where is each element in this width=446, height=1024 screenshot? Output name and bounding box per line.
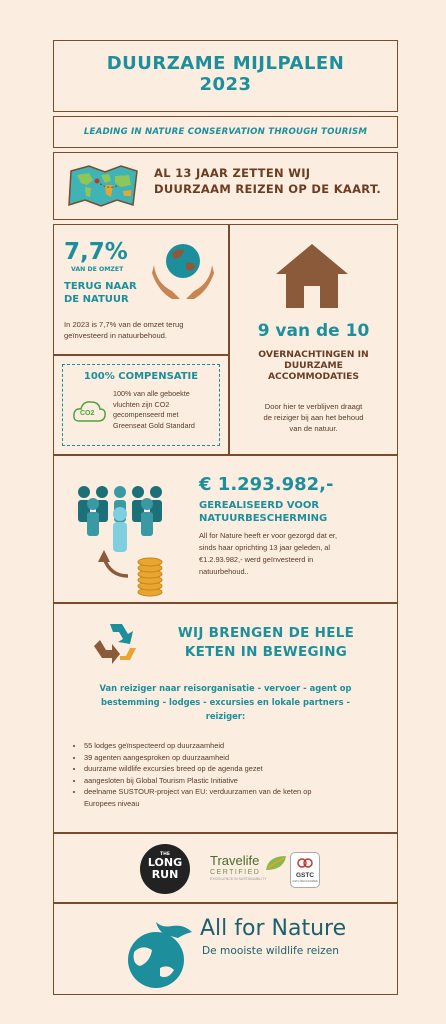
tagline-box [53, 116, 398, 148]
arrow-coins-icon [94, 548, 166, 598]
keten-sub-line2: bestemming - lodges - excursies en lokale partners - [101, 697, 350, 707]
title-line1: DUURZAME MIJLPALEN [106, 53, 345, 74]
omzet-title-line1: TERUG NAAR [64, 281, 137, 292]
overnachtingen-title-line1: OVERNACHTINGEN IN [258, 349, 369, 360]
bedrag-amount: € 1.293.982,- [199, 474, 334, 495]
list-item-line2: Europees niveau [84, 798, 140, 808]
keten-bullet-list [74, 740, 394, 809]
brand-slogan: De mooiste wildlife reizen [202, 945, 339, 957]
list-item: • 55 lodges geïnspecteerd op duurzaamheid [84, 740, 394, 752]
travelife-certified: CERTIFIED [210, 869, 261, 876]
compensatie-text-line1: 100% van alle geboekte [113, 389, 190, 398]
bedrag-text-line2: sinds haar oprichting 13 jaar geleden, al [199, 543, 331, 552]
people-group-icon [74, 484, 166, 554]
intro-box [53, 152, 398, 220]
compensatie-box [53, 355, 229, 455]
gstc-logo [290, 852, 320, 888]
house-icon [274, 242, 350, 310]
omzet-text-line1: In 2023 is 7,7% van de omzet terug [64, 320, 184, 329]
travelife-logo [210, 854, 288, 886]
compensatie-text-line3: gecompenseerd met [113, 410, 179, 419]
bedrag-text-line4: natuurbehoud.. [199, 567, 249, 576]
list-item: • 39 agenten aangesproken op duurzaamheid [84, 752, 394, 764]
intro-line1: AL 13 JAAR ZETTEN WIJ [154, 166, 311, 180]
compensatie-text-line2: vluchten zijn CO2 [113, 399, 170, 409]
omzet-title-line2: DE NATUUR [64, 294, 129, 305]
bedrag-text-line1: All for Nature heeft er voor gezorgd dat er, [199, 531, 338, 540]
intro-line2: DUURZAAM REIZEN OP DE KAART. [154, 182, 382, 196]
list-item [84, 786, 394, 809]
compensatie-text-line4: Greenseat Gold Standard [113, 420, 195, 430]
list-item-line1: deelname SUSTOUR-project van EU: verduurzamen van de keten op [84, 787, 312, 796]
gstc-small: GSTC-RECOGNIZED [292, 880, 318, 883]
travelife-small: EXCELLENCE IN SUSTAINABILITY [210, 877, 267, 881]
long-run-line1: LONG [147, 856, 183, 869]
bedrag-box [53, 455, 398, 603]
all-for-nature-globe-logo [120, 918, 200, 992]
long-run-top: THE [160, 852, 170, 857]
gstc-name: GSTC [295, 872, 315, 879]
title-box [53, 40, 398, 112]
list-item: • duurzame wildlife excursies breed op de agenda gezet [84, 763, 394, 775]
recycle-icon [92, 620, 140, 668]
omzet-text-line2: geïnvesteerd in natuurbehoud. [64, 331, 168, 340]
keten-box [53, 603, 398, 833]
world-map-icon [67, 163, 139, 209]
overnachtingen-text-line1: Door hier te verblijven draagt [264, 402, 363, 411]
bedrag-title-line2: NATUURBESCHERMING [199, 513, 328, 524]
overnachtingen-text-line2: de reiziger bij aan het behoud [263, 413, 364, 422]
long-run-line2: RUN [151, 868, 179, 881]
leaf-icon [264, 854, 288, 872]
compensatie-title: 100% COMPENSATIE [83, 371, 199, 382]
omzet-percent: 7,7% [64, 239, 128, 265]
list-item: • aangesloten bij Global Tourism Plastic Initiative [84, 775, 394, 787]
omzet-box [53, 224, 229, 355]
keten-title-line1: WIJ BRENGEN DE HELE [177, 625, 355, 641]
keten-sub-line1: Van reiziger naar reisorganisatie - vervoer - agent op [99, 683, 352, 693]
bedrag-text-line3: €1.2.93.982,- werd geïnvesteerd in [199, 555, 314, 564]
brand-name: All for Nature [200, 916, 347, 941]
hands-globe-icon [150, 239, 216, 301]
overnachtingen-box [229, 224, 398, 455]
overnachtingen-big: 9 van de 10 [257, 321, 370, 341]
long-run-logo [140, 844, 190, 894]
overnachtingen-title-line2: DUURZAME [284, 360, 343, 371]
overnachtingen-text-line3: van de natuur. [289, 424, 338, 433]
tagline: LEADING IN NATURE CONSERVATION THROUGH TOURISM [83, 127, 368, 137]
partners-box [53, 833, 398, 903]
page-title [54, 53, 397, 95]
bedrag-title-line1: GEREALISEERD VOOR [199, 500, 320, 511]
travelife-name: Travelife [210, 853, 260, 868]
omzet-sub: VAN DE OMZET [71, 266, 124, 273]
co2-label: CO2 [80, 410, 95, 417]
keten-sub-line3: reiziger: [205, 711, 246, 721]
gstc-icon [296, 858, 314, 868]
title-line2: 2023 [199, 74, 252, 95]
overnachtingen-title-line3: ACCOMMODATIES [267, 371, 360, 382]
keten-title-line2: KETEN IN BEWEGING [184, 644, 348, 660]
compensatie-inner [62, 364, 220, 446]
brand-box [53, 903, 398, 995]
